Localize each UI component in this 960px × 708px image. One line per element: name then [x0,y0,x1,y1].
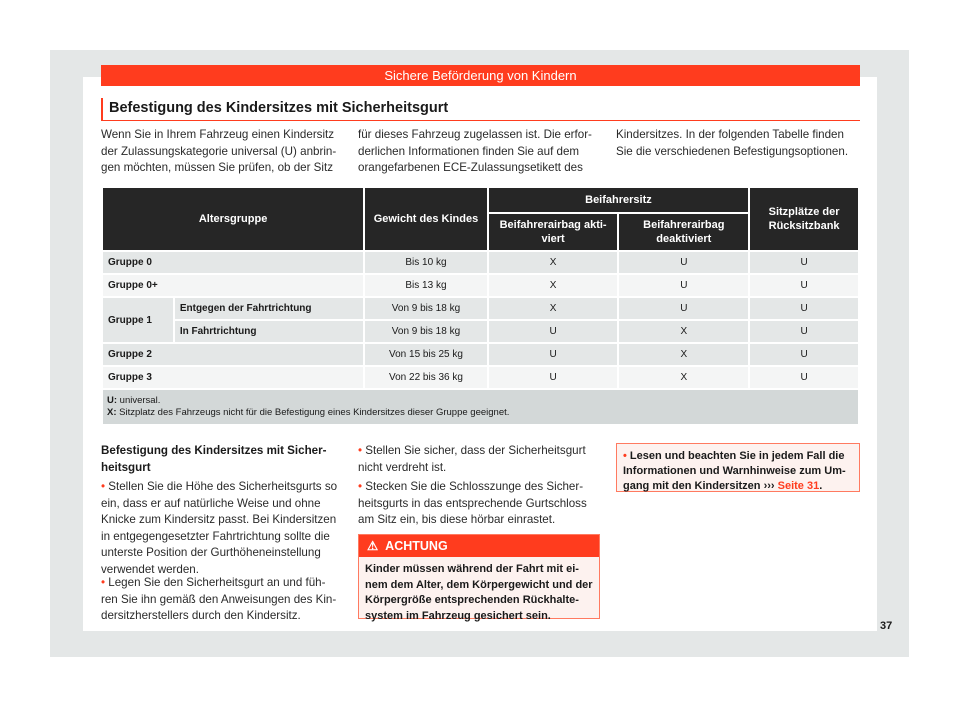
cell-rear: U [749,366,859,389]
page-link[interactable]: Seite 31 [777,480,820,492]
header-airbag-off: Beifahrerairbag deaktiviert [618,213,749,251]
cell-group: Gruppe 3 [102,366,364,389]
warning-header [359,535,599,557]
cell-weight: Von 9 bis 18 kg [364,320,488,343]
cell-weight: Von 9 bis 18 kg [364,297,488,320]
intro-col-1: Wenn Sie in Ihrem Fahrzeug einen Kindersitz der Zulassungskategorie universal (U) anbrin- gen möchten, müssen Sie prüfen, ob der Sitz [101,128,337,175]
header-age: Altersgruppe [102,188,364,251]
warning-box [358,534,600,622]
cell-subgroup: In Fahrtrichtung [174,320,364,343]
cell-off: X [618,343,749,366]
footnote-x-key: X: [107,407,117,418]
bullet-item: • Stecken Sie die Schlosszunge des Sicher- heitsgurts in das entsprechende Gurtschloss am Sitz ein, bis diese hörbar einrastet. [358,480,587,527]
header-weight: Gewicht des Kindes [364,188,488,251]
cell-weight: Von 15 bis 25 kg [364,343,488,366]
cell-weight: Von 22 bis 36 kg [364,366,488,389]
cell-rear: U [749,274,859,297]
footnote-x-text: Sitzplatz des Fahrzeugs nicht für die Befestigung eines Kindersitzes dieser Gruppe geeignet. [116,407,510,418]
header-airbag-on: Beifahrerairbag akti- viert [488,213,619,251]
note-end: . [819,480,823,492]
intro-col-3: Kindersitzes. In der folgenden Tabelle finden Sie die verschiedenen Befestigungsoptionen. [616,128,849,158]
cell-on: U [488,343,619,366]
note-text: Lesen und beachten Sie in jedem Fall die Informationen und Warnhinweise zum Um- gang mit den Kindersitzen ››› [623,450,846,492]
cell-on: X [488,251,619,274]
cell-on: X [488,274,619,297]
warning-text: Kinder müssen während der Fahrt mit ei- nem dem Alter, dem Körpergewicht und der Körpergröße entsprechenden Rückhalte- system im Fahrzeug gesichert sein. [365,563,593,622]
header-rear: Sitzplätze der Rücksitzbank [749,188,859,251]
warning-triangle-icon: ⚠ [367,539,379,553]
page-number: 37 [880,620,893,632]
table-row [102,297,859,320]
bullet-item: • Legen Sie den Sicherheitsgurt an und füh- ren Sie ihn gemäß den Anweisungen des Kin- dersitzherstellers durch den Kindersitz. [101,576,337,623]
cell-group: Gruppe 2 [102,343,364,366]
cell-rear: U [749,320,859,343]
table-row [102,343,859,366]
bullet-text: Legen Sie den Sicherheitsgurt an und füh- ren Sie ihn gemäß den Anweisungen des Kin- dersitzherstellers durch den Kindersitz. [101,576,337,623]
chapter-header: Sichere Beförderung von Kindern [101,65,860,86]
bullet-text: Stellen Sie sicher, dass der Sicherheitsgurt nicht verdreht ist. [358,444,586,474]
cell-on: U [488,320,619,343]
cell-rear: U [749,297,859,320]
cell-rear: U [749,343,859,366]
bullet-item: • Stellen Sie sicher, dass der Sicherheitsgurt nicht verdreht ist. [358,444,586,474]
cell-off: U [618,274,749,297]
warning-title: ACHTUNG [385,539,448,553]
section-title: Befestigung des Kindersitzes mit Sicherheitsgurt [101,98,860,121]
table-row [102,274,859,297]
child-seat-table [101,188,860,426]
table-row [102,320,859,343]
cell-off: U [618,297,749,320]
cell-on: U [488,366,619,389]
note-box: • Lesen und beachten Sie in jedem Fall die Informationen und Warnhinweise zum Um- gang mit den Kindersitzen ››› Seite 31. [616,443,860,492]
cell-group: Gruppe 0+ [102,274,364,297]
cell-off: X [618,320,749,343]
cell-group: Gruppe 1 [102,297,174,343]
header-front-seat: Beifahrersitz [488,188,749,213]
cell-weight: Bis 10 kg [364,251,488,274]
subheading: Befestigung des Kindersitzes mit Sicher- heitsgurt [101,444,327,474]
table-row [102,366,859,389]
bullet-item: • Stellen Sie die Höhe des Sicherheitsgurts so ein, dass er auf natürliche Weise und ohne Knicke zum Kindersitz passt. Bei Kindersitzen in entgegengesetzter Fahrtrichtung sollte die unterste Position der Gurthöheneinstellung verwendet werden. [101,480,338,576]
cell-off: U [618,251,749,274]
cell-on: X [488,297,619,320]
intro-col-2: für dieses Fahrzeug zugelassen ist. Die erfor- derlichen Informationen finden Sie auf dem orangefarbenen ECE-Zulassungsetikett des [358,128,592,175]
table-footnote [102,389,859,425]
cell-subgroup: Entgegen der Fahrtrichtung [174,297,364,320]
table-row [102,251,859,274]
cell-rear: U [749,251,859,274]
footnote-u-text: universal. [117,395,161,406]
bullet-text: Stecken Sie die Schlosszunge des Sicher- heitsgurts in das entsprechende Gurtschloss am Sitz ein, bis diese hörbar einrastet. [358,480,587,527]
footnote-u-key: U: [107,395,118,406]
cell-group: Gruppe 0 [102,251,364,274]
cell-weight: Bis 13 kg [364,274,488,297]
cell-off: X [618,366,749,389]
bullet-text: Stellen Sie die Höhe des Sicherheitsgurts so ein, dass er auf natürliche Weise und ohne Knicke zum Kindersitz passt. Bei Kindersitzen in entgegengesetzter Fahrtrichtung sollte die unterste Position der Gurthöheneinstellung verwendet werden. [101,480,338,576]
